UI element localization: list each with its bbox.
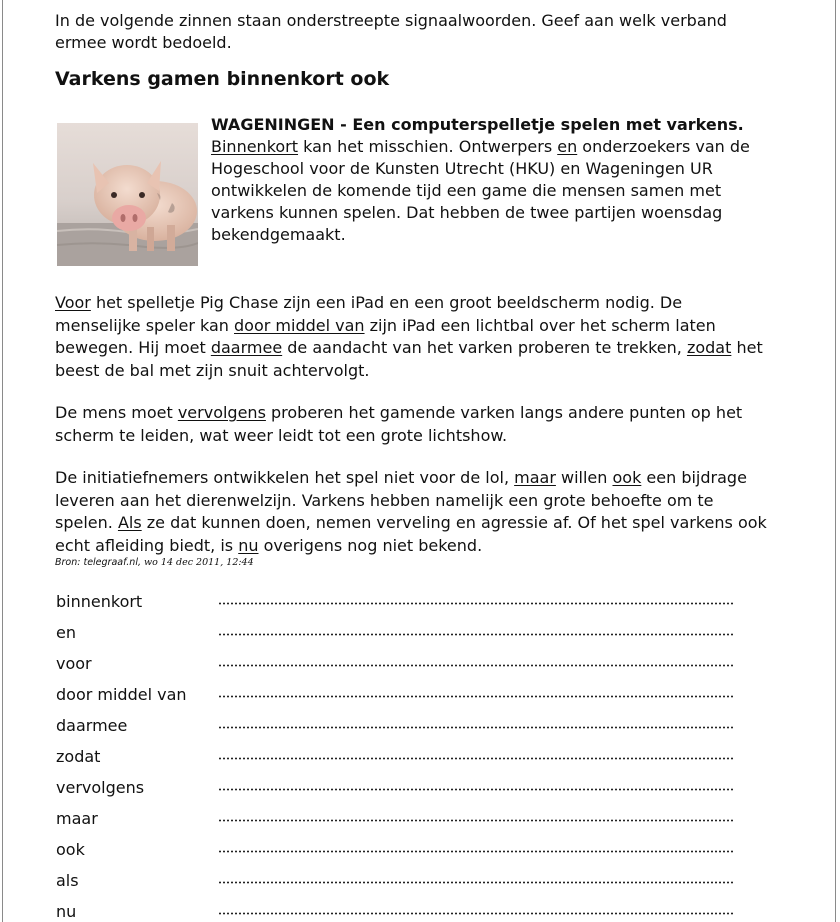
source-date: wo 14 dec 2011, 12:44 bbox=[144, 557, 254, 568]
signal-word-label: nu bbox=[56, 902, 77, 921]
source-label: Bron: telegraaf.nl, bbox=[55, 557, 141, 568]
answer-dotted-line[interactable] bbox=[218, 602, 734, 605]
answer-dotted-line[interactable] bbox=[218, 881, 734, 884]
text-run: onderzoekers van de Hogeschool voor de Kunsten Utrecht (HKU) en Wageningen UR ontwikkelen de komende tijd een game die mensen samen met varkens kunnen spelen. Dat hebben de twee partijen woensdag bekendgemaakt. bbox=[211, 137, 750, 244]
article-lead bbox=[211, 114, 771, 246]
answer-dotted-line[interactable] bbox=[218, 912, 734, 915]
answer-row bbox=[55, 776, 755, 807]
paragraph-2 bbox=[55, 402, 770, 447]
signal-word: vervolgens bbox=[177, 403, 266, 422]
paragraph-1 bbox=[55, 292, 770, 382]
answer-dotted-line[interactable] bbox=[218, 788, 734, 791]
answer-row bbox=[55, 900, 755, 922]
lead-heading: WAGENINGEN - Een computerspelletje spelen met varkens. bbox=[211, 115, 744, 134]
signal-word-label: vervolgens bbox=[56, 778, 145, 797]
text-run: willen bbox=[555, 468, 613, 487]
signal-word-label: voor bbox=[56, 654, 92, 673]
answer-dotted-line[interactable] bbox=[218, 819, 734, 822]
text-run: een bijdrage leveren aan het dierenwelzijn. Varkens hebben namelijk een grote behoefte om te spelen. bbox=[55, 468, 747, 532]
answer-row bbox=[55, 807, 755, 838]
text-run: zijn iPad een lichtbal over het scherm laten bewegen. Hij moet bbox=[55, 315, 716, 357]
paragraph-3 bbox=[55, 467, 770, 557]
lead-body bbox=[211, 137, 750, 244]
answer-dotted-line[interactable] bbox=[218, 633, 734, 636]
instruction-text: In de volgende zinnen staan onderstreepte signaalwoorden. Geef aan welk verband ermee wordt bedoeld. bbox=[55, 11, 727, 52]
answer-row bbox=[55, 683, 755, 714]
answer-row bbox=[55, 745, 755, 776]
signal-word: Voor bbox=[55, 293, 91, 312]
answer-dotted-line[interactable] bbox=[218, 757, 734, 760]
signal-word: daarmee bbox=[210, 338, 283, 357]
signal-word-label: en bbox=[56, 623, 76, 642]
signal-word: door middel van bbox=[234, 315, 365, 335]
answer-dotted-line[interactable] bbox=[218, 695, 734, 698]
answer-dotted-line[interactable] bbox=[218, 664, 734, 667]
answer-list bbox=[55, 590, 755, 922]
signal-word-label: daarmee bbox=[56, 716, 128, 735]
answer-row bbox=[55, 838, 755, 869]
signal-word: maar bbox=[514, 468, 556, 487]
source-citation bbox=[55, 557, 254, 568]
signal-word: Als bbox=[117, 513, 142, 532]
answer-row bbox=[55, 621, 755, 652]
signal-word: en bbox=[557, 137, 578, 156]
text-run: de aandacht van het varken proberen te trekken, bbox=[282, 338, 687, 357]
signal-word-label: ook bbox=[56, 840, 85, 859]
text-run: het beest de bal met zijn snuit achtervolgt. bbox=[55, 338, 763, 380]
answer-row bbox=[55, 869, 755, 900]
signal-word-label: zodat bbox=[56, 747, 101, 766]
answer-row bbox=[55, 714, 755, 745]
signal-word: zodat bbox=[686, 338, 732, 357]
signal-word-label: maar bbox=[56, 809, 98, 828]
signal-word-label: als bbox=[56, 871, 79, 890]
article-title: Varkens gamen binnenkort ook bbox=[55, 68, 390, 90]
text-run: kan het misschien. Ontwerpers bbox=[298, 137, 558, 156]
signal-word-label: door middel van bbox=[56, 685, 187, 704]
text-run: proberen het gamende varken langs andere punten op het scherm te leiden, wat weer leidt tot een grote lichtshow. bbox=[55, 403, 743, 445]
signal-word: nu bbox=[238, 535, 259, 555]
answer-dotted-line[interactable] bbox=[218, 726, 734, 729]
answer-row bbox=[55, 652, 755, 683]
pig-photo-icon bbox=[57, 123, 198, 266]
answer-dotted-line[interactable] bbox=[218, 850, 734, 853]
signal-word: ook bbox=[612, 468, 642, 487]
document-page bbox=[2, 0, 836, 922]
signal-word-label: binnenkort bbox=[56, 592, 143, 611]
text-run: De initiatiefnemers ontwikkelen het spel niet voor de lol, bbox=[55, 468, 515, 487]
text-run: het spelletje Pig Chase zijn een iPad en een groot beeldscherm nodig. De menselijke speler kan bbox=[55, 293, 683, 335]
text-run: ze dat kunnen doen, nemen verveling en agressie af. Of het spel varkens ook echt afleiding biedt, is bbox=[55, 513, 767, 555]
text-run: overigens nog niet bekend. bbox=[258, 535, 483, 555]
signal-word: Binnenkort bbox=[211, 137, 299, 156]
text-run: De mens moet bbox=[55, 403, 178, 422]
answer-row bbox=[55, 590, 755, 621]
